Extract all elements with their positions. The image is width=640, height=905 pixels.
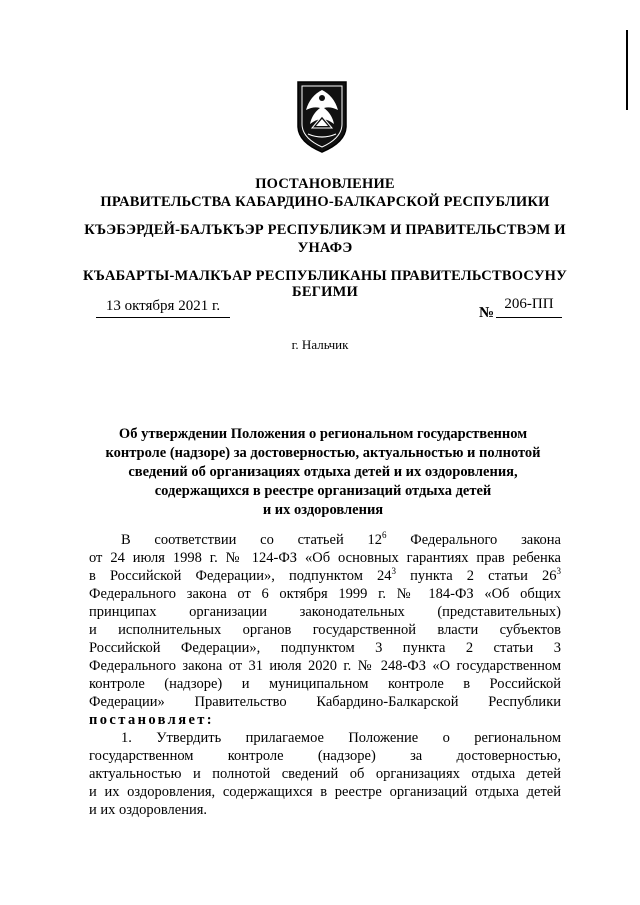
title-line: Об утверждении Положения о региональном государственном [118, 426, 528, 442]
item-1-paragraph [89, 729, 561, 819]
paragraph-line: и исполнительных органов государственной власти субъектов [89, 622, 561, 638]
paragraph-line: Российской Федерации», подпунктом 3 пункта 2 статьи 3 [89, 640, 561, 656]
paragraph-line: В соответствии со статьей $12^6$ Федерального закона [121, 530, 561, 548]
issuer-kabardian-line1: КЪЭБЭРДЕЙ-БАЛЪКЪЭР РЕСПУБЛИКЭМ И ПРАВИТЕЛЬСТВЭМ И [84, 222, 566, 238]
paragraph-line: от 24 июля 1998 г. № 124-ФЗ «Об основных гарантиях прав ребенка [89, 550, 561, 566]
title-line: и их оздоровления [262, 502, 384, 518]
title-line: сведений об организациях отдыха детей и их оздоровления, [128, 464, 518, 480]
paragraph-line: 1. Утвердить прилагаемое Положение о региональном [121, 730, 561, 746]
number-sign: № [479, 305, 495, 321]
document-type: ПОСТАНОВЛЕНИЕ [255, 176, 395, 192]
issue-city: г. Нальчик [291, 337, 349, 352]
scan-edge-mark [626, 30, 628, 110]
title-line: контроле (надзоре) за достоверностью, актуальностью и полнотой [105, 445, 541, 461]
paragraph-line: Федерального закона от 6 октября 1999 г. № 184-ФЗ «Об общих [89, 586, 561, 602]
paragraph-line: Федерации» Правительство Кабардино-Балкарской Республики [89, 694, 561, 710]
coat-of-arms-emblem [290, 76, 354, 154]
issuer-balkar-line2: БЕГИМИ [292, 284, 358, 300]
paragraph-line: принципах организации законодательных (представительных) [89, 604, 561, 620]
paragraph-line: контроле (надзоре) и муниципальном контроле в Российской [89, 676, 561, 692]
preamble-paragraph [89, 531, 561, 729]
title-line: содержащихся в реестре организаций отдыха детей [154, 483, 492, 499]
paragraph-line: государственном контроле (надзоре) за достоверностью, [89, 748, 561, 764]
issuer-russian: ПРАВИТЕЛЬСТВА КАБАРДИНО-БАЛКАРСКОЙ РЕСПУБЛИКИ [100, 194, 550, 210]
resolution-word: постановляет: [89, 712, 215, 728]
document-number: 206-ПП [496, 296, 562, 318]
issuer-kabardian-line2: УНАФЭ [297, 240, 353, 256]
document-title [100, 425, 546, 520]
paragraph-line: и их оздоровления. [89, 802, 208, 818]
document-date: 13 октября 2021 г. [96, 298, 230, 318]
issuer-balkar-line1: КЪАБАРТЫ-МАЛКЪАР РЕСПУБЛИКАНЫ ПРАВИТЕЛЬСТВОСУНУ [83, 268, 567, 284]
paragraph-line: в Российской Федерации», подпунктом $24^3$ пункта 2 статьи $26^3$ [89, 566, 561, 584]
paragraph-line: и их оздоровления, содержащихся в реестре организаций отдыха детей [89, 784, 561, 800]
paragraph-line: актуальностью и полнотой сведений об организациях отдыха детей [89, 766, 561, 782]
paragraph-line: Федерального закона от 31 июля 2020 г. № 248-ФЗ «О государственном [89, 658, 561, 674]
